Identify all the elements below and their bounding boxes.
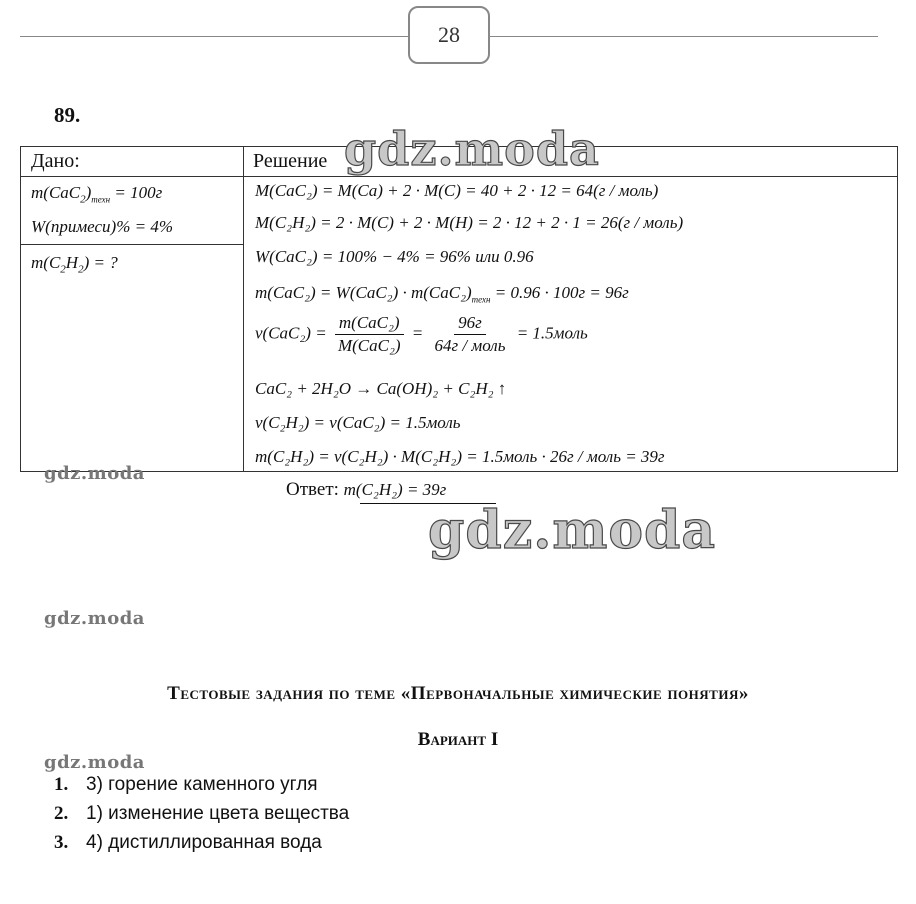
solution-line-6: CaC₂ + 2H₂O → Ca(OH)₂ + C₂H₂ ↑ <box>255 379 507 398</box>
solution-line-2: M(C₂H₂) = 2 · M(C) + 2 · M(H) = 2 · 12 + 2 · 1 = 26(г / моль) <box>255 213 684 232</box>
given-impurity: W(примеси)% = 4% <box>31 217 173 236</box>
given-divider <box>21 244 243 245</box>
solution-line-8: m(C₂H₂) = ν(C₂H₂) · M(C₂H₂) = 1.5моль · 26г / моль = 39г <box>255 447 665 466</box>
list-item: 1. 3) горение каменного угля <box>54 774 318 795</box>
variant-title: Вариант I <box>417 729 499 750</box>
solution-line-1: M(CaC₂) = M(Ca) + 2 · M(C) = 40 + 2 · 12 = 64(г / моль) <box>255 181 659 200</box>
solution-table <box>20 146 898 472</box>
watermark-large-middle: gdz.moda <box>428 500 717 561</box>
solution-line-4: $m(CaC_2) = W(CaC_2) \cdot m(CaC_2)_{техн} = 0.96 \cdot 100г = 96г$ <box>255 283 629 305</box>
find-quantity: $m(C_2H_2)$ = ? <box>31 253 118 276</box>
list-item: 2. 1) изменение цвета вещества <box>54 803 350 824</box>
task-number: 89. <box>54 103 81 127</box>
page-number <box>408 6 490 64</box>
watermark-large-top: gdz.moda <box>344 122 600 176</box>
solution-line-5: ν(CaC₂) = $\frac{\text{m(CaC₂)}}{\text{M(CaC₂)}}$ = $\frac{96г}{\text{64г / моль}}$ = 1.5моль <box>255 313 588 355</box>
given-header: Дано: <box>31 150 80 172</box>
header-rule-right <box>488 36 878 37</box>
page-number-text: 28 <box>438 22 460 47</box>
fraction-2: $\frac{96г}{\text{64г / моль}}$ <box>434 313 506 355</box>
answer-value: m(C₂H₂) = 39г <box>343 480 447 499</box>
watermark-small-1: gdz.moda <box>44 463 145 484</box>
solution-line-3: W(CaC₂) = 100% − 4% = 96% или 0.96 <box>255 247 534 266</box>
given-mass: $m(CaC_2)_{техн} = 100г$ <box>31 183 163 206</box>
solution-header: Решение <box>253 150 328 172</box>
section-title: Тестовые задания по теме «Первоначальные химические понятия» <box>167 683 749 704</box>
list-item: 3. 4) дистиллированная вода <box>54 832 322 853</box>
solution-line-7: ν(C₂H₂) = ν(CaC₂) = 1.5моль <box>255 413 461 432</box>
watermark-small-2: gdz.moda <box>44 608 145 629</box>
header-rule-left <box>20 36 408 37</box>
watermark-small-3: gdz.moda <box>44 752 145 773</box>
column-divider <box>243 147 244 471</box>
fraction-1: $\frac{\text{m(CaC₂)}}{\text{M(CaC₂)}}$ <box>334 313 405 356</box>
answer <box>286 479 446 501</box>
answer-label: Ответ: <box>286 479 344 500</box>
header-divider <box>21 176 897 177</box>
